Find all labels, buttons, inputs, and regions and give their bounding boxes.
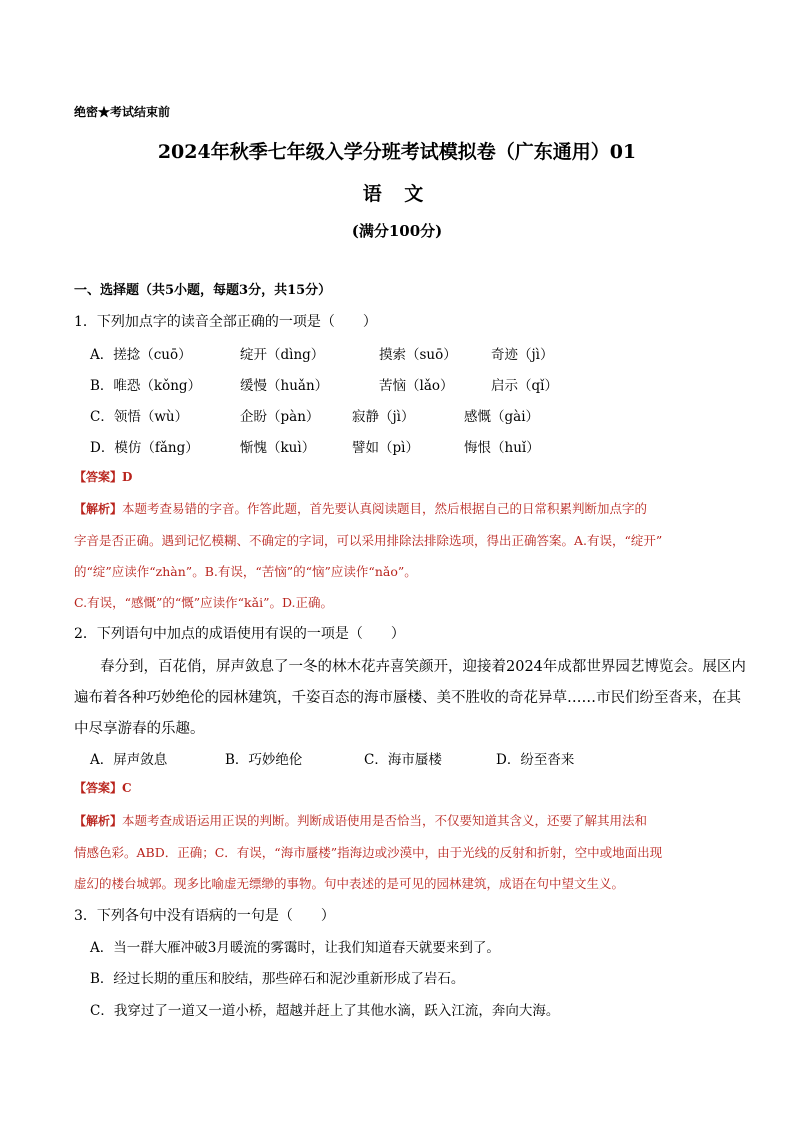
q1-option-c-1: C．领悟（wù） — [90, 409, 189, 425]
q2-analysis-label: 【解析】 — [74, 814, 123, 828]
question-3-stem: 3．下列各句中没有语病的一句是（ ） — [74, 908, 335, 924]
q2-option-d: D．纷至沓来 — [496, 752, 575, 768]
q1-option-c-4: 感慨（gài） — [464, 409, 540, 425]
q1-analysis-line-1 — [74, 499, 647, 517]
q2-option-b: B．巧妙绝伦 — [225, 752, 303, 768]
q1-option-c-2: 企盼（pàn） — [240, 409, 320, 425]
q2-passage-line-1: 春分到，百花俏，屏声敛息了一冬的林木花卉喜笑颜开，迎接着2024年成都世界园艺博览会。展区内 — [100, 659, 746, 675]
q1-option-b-1: B．唯恐（kǒng） — [90, 378, 202, 394]
q1-option-d-1: D．模仿（fǎng） — [90, 440, 199, 456]
q1-answer: 【答案】D — [74, 470, 133, 484]
question-1-stem: 1．下列加点字的读音全部正确的一项是（ ） — [74, 314, 377, 330]
q1-option-b-4: 启示（qǐ） — [491, 378, 558, 394]
q2-passage-line-3: 中尽享游春的乐趣。 — [74, 721, 205, 737]
q1-analysis-text-1: 本题考查易错的字音。作答此题，首先要认真阅读题目，然后根据自己的日常积累判断加点字的 — [122, 501, 648, 516]
q2-passage-line-2: 遍布着各种巧妙绝伦的园林建筑，千姿百态的海市蜃楼、美不胜收的奇花异草……市民们纷至沓来，在其 — [74, 690, 741, 706]
q1-option-a-4: 奇迹（jì） — [491, 347, 554, 363]
confidential-note: 绝密★考试结束前 — [74, 105, 171, 119]
q2-option-c: C．海市蜃楼 — [364, 752, 442, 768]
q2-analysis-text-1: 本题考查成语运用正误的判断。判断成语使用是否恰当，不仅要知道其含义，还要了解其用法和 — [122, 813, 648, 828]
q1-option-d-4: 悔恨（huǐ） — [464, 440, 540, 456]
q1-option-d-3: 譬如（pì） — [352, 440, 419, 456]
subject-title: 语 文 — [362, 183, 432, 205]
q2-analysis-line-3: 虚幻的楼台城郭。现多比喻虚无缥缈的事物。句中表述的是可见的园林建筑，成语在句中望文生义。 — [74, 876, 625, 891]
q3-option-c: C．我穿过了一道又一道小桥，超越并赶上了其他水滴，跃入江流，奔向大海。 — [90, 1003, 560, 1019]
q2-answer: 【答案】C — [74, 781, 132, 795]
q2-analysis-line-1 — [74, 811, 647, 829]
q3-option-b: B．经过长期的重压和胶结，那些碎石和泥沙重新形成了岩石。 — [90, 971, 465, 987]
full-score: (满分100分) — [351, 222, 443, 240]
q3-option-a: A．当一群大雁冲破3月暖流的雾霭时，让我们知道春天就要来到了。 — [90, 940, 500, 956]
q1-option-d-2: 惭愧（kuì） — [240, 440, 316, 456]
q1-option-c-3: 寂静（jì） — [352, 409, 415, 425]
q2-option-a: A．屏声敛息 — [90, 752, 168, 768]
q1-analysis-line-2: 字音是否正确。遇到记忆模糊、不确定的字词，可以采用排除法排除选项，得出正确答案。A.有误，“绽开” — [74, 533, 663, 548]
q1-option-a-1: A．搓捻（cuō） — [90, 347, 192, 363]
q1-option-b-3: 苦恼（lǎo） — [379, 378, 454, 394]
section-heading: 一、选择题（共5小题，每题3分，共15分） — [74, 283, 332, 298]
q1-analysis-line-3: 的“绽”应读作“zhàn”。B.有误，“苦恼”的“恼”应读作“nǎo”。 — [74, 564, 417, 579]
question-2-stem: 2．下列语句中加点的成语使用有误的一项是（ ） — [74, 626, 405, 642]
exam-title: 2024年秋季七年级入学分班考试模拟卷（广东通用）01 — [157, 141, 637, 163]
q1-analysis-line-4: C.有误，“感慨”的“慨”应读作“kǎi”。D.正确。 — [74, 595, 334, 610]
q1-analysis-label: 【解析】 — [74, 502, 123, 516]
q1-option-a-3: 摸索（suō） — [379, 347, 457, 363]
q1-option-a-2: 绽开（dìng） — [240, 347, 325, 363]
q1-option-b-2: 缓慢（huǎn） — [240, 378, 329, 394]
q2-analysis-line-2: 情感色彩。ABD．正确；C．有误，“海市蜃楼”指海边或沙漠中，由于光线的反射和折射，空中或地面出现 — [74, 845, 663, 860]
